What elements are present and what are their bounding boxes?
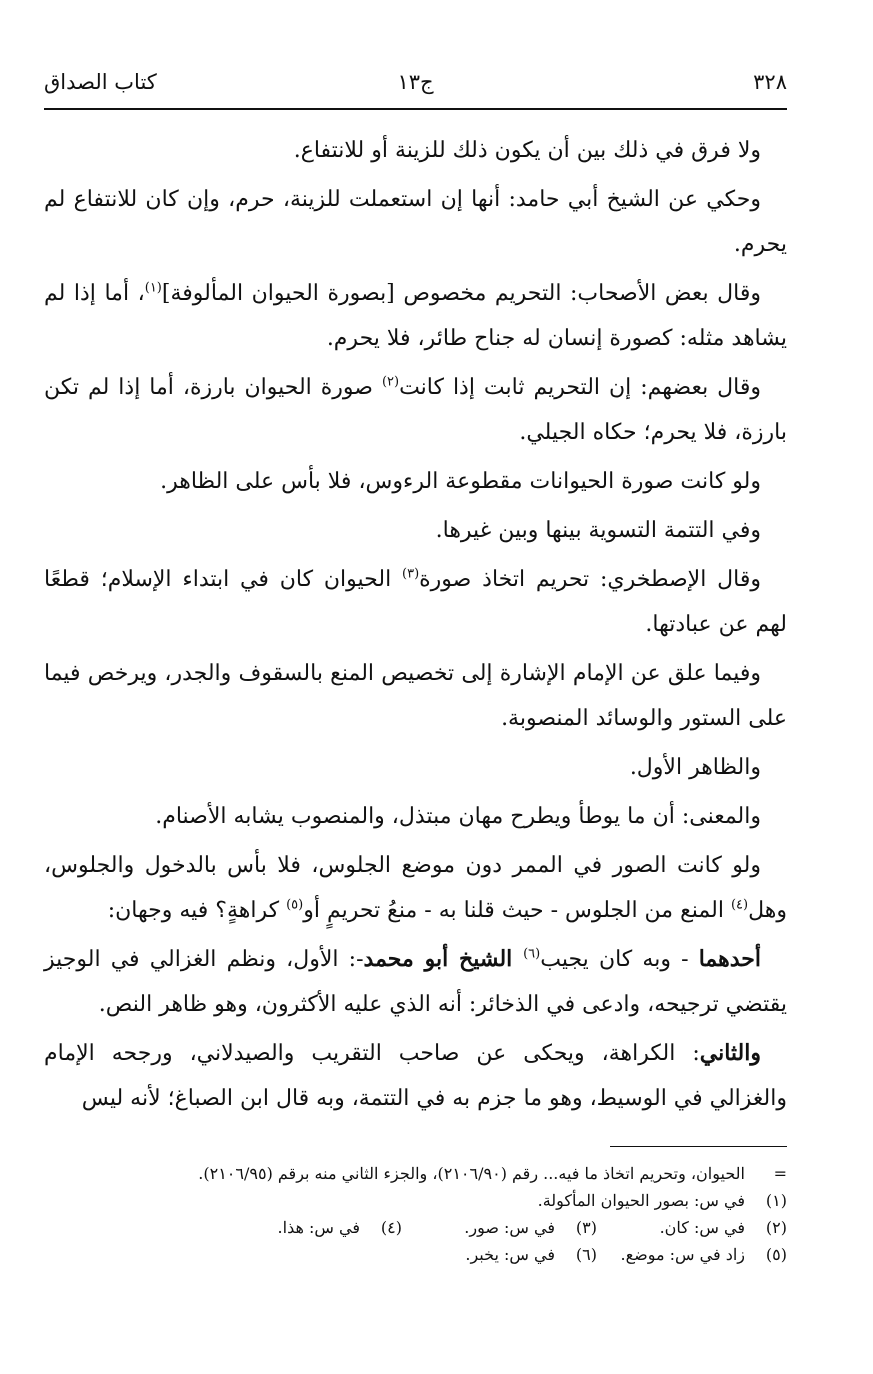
bold-text: والثاني	[699, 1040, 761, 1066]
footnote-number: (٣)	[575, 1218, 597, 1237]
text-run: صورة الحيوان بارزة، أما إذا لم تكن بارزة، فلا يحرم؛ حكاه الجيلي.	[44, 375, 787, 445]
footnote-text: الحيوان، وتحريم اتخاذ ما فيه... رقم (٢١٠٦/٩٠)، والجزء الثاني منه برقم (٢١٠٦/٩٥).	[198, 1164, 745, 1183]
footnote-rule	[610, 1146, 787, 1147]
text-run: الحيوان كان في ابتداء الإسلام؛ قطعًا لهم عن عبادتها.	[44, 567, 787, 637]
footnote-ref: (٤)	[730, 897, 749, 913]
bold-text: أحدهما	[698, 946, 761, 972]
running-header	[44, 62, 787, 102]
text-run: ، أما إذا لم يشاهد مثله: كصورة إنسان له جناح طائر، فلا يحرم.	[44, 281, 787, 351]
text-run: ولو كانت الصور في الممر دون موضع الجلوس، فلا بأس بالدخول والجلوس، وهل	[44, 853, 787, 923]
paragraph	[44, 745, 787, 790]
footnote-number: (١)	[765, 1191, 787, 1210]
text-run: وحكي عن الشيخ أبي حامد: أنها إن استعملت للزينة، حرم، وإن كان للانتفاع لم يحرم.	[44, 187, 787, 257]
paragraph	[44, 937, 787, 1027]
footnote-3	[464, 1214, 597, 1241]
footnote-text: في س: هذا.	[277, 1218, 360, 1237]
paragraph	[44, 128, 787, 173]
paragraph	[44, 651, 787, 741]
footnote-text: في س: صور.	[464, 1218, 555, 1237]
footnote-ref: (١)	[144, 280, 162, 296]
footnote-5	[621, 1241, 787, 1268]
bold-text: الشيخ أبو محمد	[363, 946, 524, 972]
footnote-continuation	[100, 1160, 787, 1187]
footnote-text: زاد في س: موضع.	[620, 1245, 745, 1264]
paragraph	[44, 271, 787, 361]
text-run: المنع من الجلوس - حيث قلنا به - منعُ تحريمٍ أو	[303, 898, 731, 923]
paragraph	[44, 508, 787, 553]
footnote-number: (٤)	[380, 1218, 402, 1237]
footnote-number: (٦)	[575, 1245, 597, 1264]
footnote-number: (٥)	[765, 1245, 787, 1264]
text-run: وقال بعض الأصحاب: التحريم مخصوص [بصورة الحيوان المألوفة]	[161, 281, 762, 306]
text-run: : الكراهة، ويحكى عن صاحب التقريب والصيدلاني، ورجحه الإمام والغزالي في الوسيط، وهو ما جزم به في التتمة، وبه قال ابن الصباغ؛ لأنه ليس	[44, 1041, 787, 1111]
footnote-continuation-mark: =	[773, 1164, 787, 1183]
footnote-ref: (٥)	[286, 897, 304, 913]
text-run: وقال الإصطخري: تحريم اتخاذ صورة	[419, 567, 761, 592]
footnote-line-3	[100, 1241, 787, 1268]
footnote-text: في س: يخبر.	[465, 1245, 555, 1264]
footnote-number: (٢)	[765, 1218, 787, 1237]
page-number: ٣٢٨	[753, 70, 787, 94]
text-run: - وبه كان يجيب	[540, 947, 699, 972]
text-run: وفيما علق عن الإمام الإشارة إلى تخصيص المنع بالسقوف والجدر، ويرخص فيما على الستور والوسائد المنصوبة.	[44, 661, 787, 731]
text-run: والمعنى: أن ما يوطأ ويطرح مهان مبتذل، والمنصوب يشابه الأصنام.	[155, 804, 761, 829]
paragraph	[44, 557, 787, 647]
footnote-text: في س: بصور الحيوان المأكولة.	[537, 1191, 745, 1210]
text-run: -: الأول، ونظم الغزالي في الوجيز يقتضي ترجيحه، وادعى في الذخائر: أنه الذي عليه الأكثرون، وهو ظاهر النص.	[44, 947, 787, 1017]
text-run: وفي التتمة التسوية بينها وبين غيرها.	[435, 518, 761, 543]
main-text	[44, 128, 787, 1125]
footnote-line-2	[100, 1214, 787, 1241]
paragraph	[44, 1031, 787, 1121]
paragraph	[44, 843, 787, 933]
footnote-ref: (٦)	[523, 946, 541, 962]
footnote-ref: (٣)	[402, 566, 420, 582]
book-title: كتاب الصداق	[44, 70, 157, 94]
volume-number: ج١٣	[397, 70, 434, 94]
footnote-ref: (٢)	[381, 374, 400, 390]
text-run: والظاهر الأول.	[629, 755, 761, 780]
header-rule	[44, 108, 787, 110]
paragraph	[44, 794, 787, 839]
text-run: ولو كانت صورة الحيوانات مقطوعة الرءوس، فلا بأس على الظاهر.	[160, 469, 761, 494]
footnote-6	[465, 1241, 597, 1268]
footnotes	[100, 1160, 787, 1268]
footnote-2	[660, 1214, 787, 1241]
footnote-4	[278, 1214, 402, 1241]
footnote-line-1	[100, 1187, 787, 1214]
paragraph	[44, 177, 787, 267]
text-run: ولا فرق في ذلك بين أن يكون ذلك للزينة أو للانتفاع.	[293, 138, 761, 163]
text-run: وقال بعضهم: إن التحريم ثابت إذا كانت	[399, 375, 762, 400]
paragraph	[44, 365, 787, 455]
paragraph	[44, 459, 787, 504]
text-run: كراهةٍ؟ فيه وجهان:	[107, 898, 287, 923]
footnote-text: في س: كان.	[659, 1218, 745, 1237]
